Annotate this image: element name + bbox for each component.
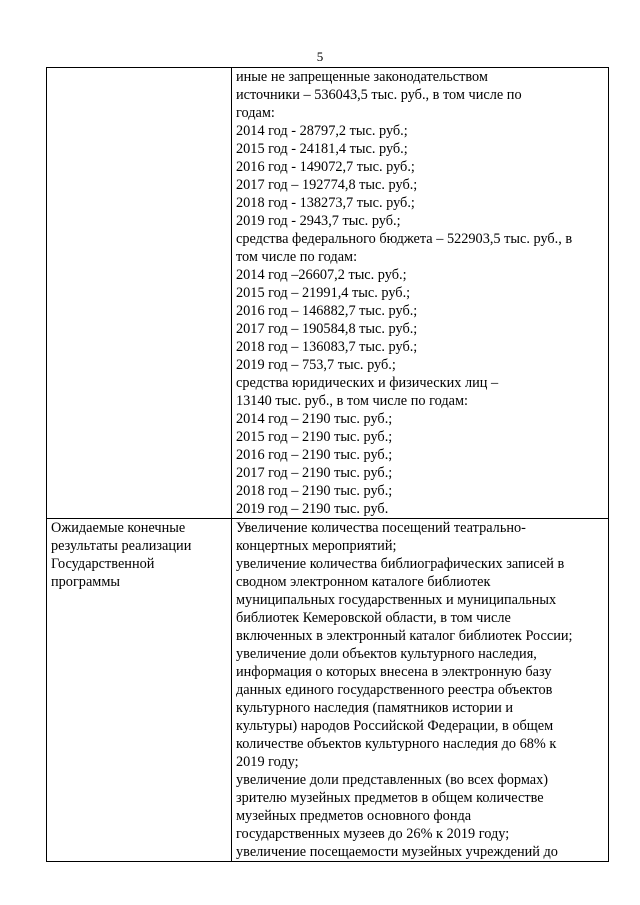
text-line: 2017 год – 190584,8 тыс. руб.; bbox=[236, 321, 418, 337]
text-line: том числе по годам: bbox=[236, 249, 358, 265]
text-line: культуры) народов Российской Федерации, в общем bbox=[236, 718, 554, 734]
text-line: включенных в электронный каталог библиотек России; bbox=[236, 628, 573, 644]
text-line: библиотек Кемеровской области, в том числе bbox=[236, 610, 511, 626]
text-line: 13140 тыс. руб., в том числе по годам: bbox=[236, 393, 468, 409]
text-line: иные не запрещенные законодательством bbox=[236, 69, 488, 85]
text-line: количестве объектов культурного наследия до 68% к bbox=[236, 736, 557, 752]
row-content-cell bbox=[232, 68, 609, 519]
label-line: Ожидаемые конечные bbox=[51, 520, 186, 536]
text-line: годам: bbox=[236, 105, 275, 121]
text-line: 2016 год – 2190 тыс. руб.; bbox=[236, 447, 393, 463]
text-line: 2016 год - 149072,7 тыс. руб.; bbox=[236, 159, 415, 175]
text-line: увеличение доли представленных (во всех формах) bbox=[236, 772, 549, 788]
text-line: средства юридических и физических лиц – bbox=[236, 375, 499, 391]
text-line: информация о которых внесена в электронную базу bbox=[236, 664, 552, 680]
text-line: 2017 год – 2190 тыс. руб.; bbox=[236, 465, 393, 481]
text-line: концертных мероприятий; bbox=[236, 538, 397, 554]
text-line: 2015 год - 24181,4 тыс. руб.; bbox=[236, 141, 408, 157]
label-line: программы bbox=[51, 574, 121, 590]
text-line: данных единого государственного реестра объектов bbox=[236, 682, 553, 698]
text-line: 2019 год - 2943,7 тыс. руб.; bbox=[236, 213, 401, 229]
text-line: 2015 год – 21991,4 тыс. руб.; bbox=[236, 285, 411, 301]
row-content-cell bbox=[232, 519, 609, 862]
label-line: результаты реализации bbox=[51, 538, 192, 554]
text-line: государственных музеев до 26% к 2019 году; bbox=[236, 826, 510, 842]
text-line: 2017 год – 192774,8 тыс. руб.; bbox=[236, 177, 418, 193]
page-number: 5 bbox=[316, 49, 324, 64]
text-line: 2019 год – 753,7 тыс. руб.; bbox=[236, 357, 396, 373]
text-line: зрителю музейных предметов в общем количестве bbox=[236, 790, 544, 806]
text-line: Увеличение количества посещений театрально- bbox=[236, 520, 526, 536]
text-line: 2016 год – 146882,7 тыс. руб.; bbox=[236, 303, 418, 319]
text-line: средства федерального бюджета – 522903,5 тыс. руб., в bbox=[236, 231, 573, 247]
table-row bbox=[47, 519, 609, 862]
program-passport-table bbox=[46, 67, 609, 862]
row-label-cell bbox=[47, 519, 232, 862]
table-row bbox=[47, 68, 609, 519]
label-line: Государственной bbox=[51, 556, 155, 572]
text-line: 2014 год - 28797,2 тыс. руб.; bbox=[236, 123, 408, 139]
text-line: музейных предметов основного фонда bbox=[236, 808, 472, 824]
text-line: муниципальных государственных и муниципальных bbox=[236, 592, 557, 608]
text-line: 2015 год – 2190 тыс. руб.; bbox=[236, 429, 393, 445]
text-line: увеличение количества библиографических записей в bbox=[236, 556, 565, 572]
text-line: культурного наследия (памятников истории и bbox=[236, 700, 513, 716]
text-line: увеличение доли объектов культурного наследия, bbox=[236, 646, 537, 662]
text-line: 2018 год - 138273,7 тыс. руб.; bbox=[236, 195, 415, 211]
text-line: сводном электронном каталоге библиотек bbox=[236, 574, 491, 590]
text-line: 2019 году; bbox=[236, 754, 299, 770]
text-line: увеличение посещаемости музейных учреждений до bbox=[236, 844, 558, 860]
text-line: 2018 год – 136083,7 тыс. руб.; bbox=[236, 339, 418, 355]
text-line: источники – 536043,5 тыс. руб., в том числе по bbox=[236, 87, 522, 103]
text-line: 2018 год – 2190 тыс. руб.; bbox=[236, 483, 393, 499]
text-line: 2019 год – 2190 тыс. руб. bbox=[236, 501, 389, 517]
text-line: 2014 год –26607,2 тыс. руб.; bbox=[236, 267, 407, 283]
text-line: 2014 год – 2190 тыс. руб.; bbox=[236, 411, 393, 427]
row-label-cell bbox=[47, 68, 232, 519]
